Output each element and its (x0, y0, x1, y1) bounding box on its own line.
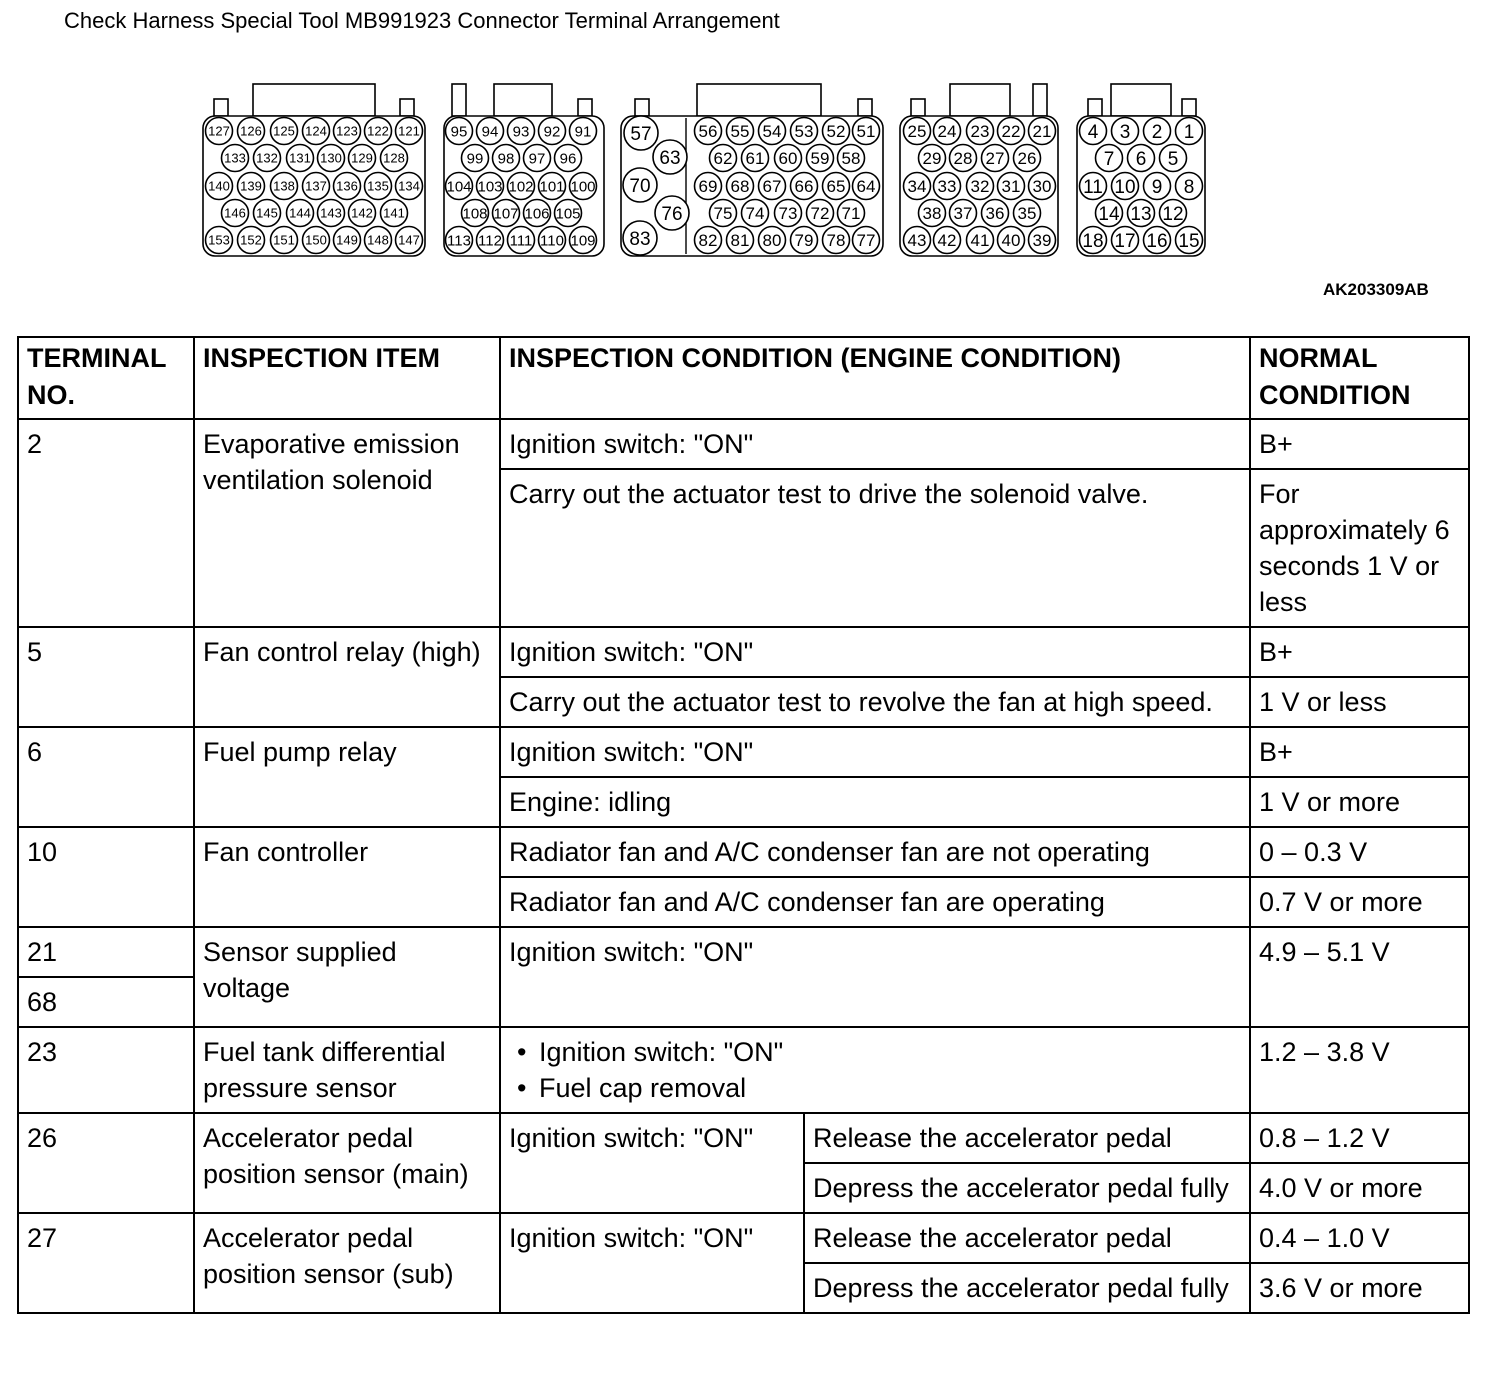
terminal-label: 40 (1001, 231, 1021, 251)
terminal-cell: 2 (18, 419, 194, 627)
connector-latch (1033, 84, 1047, 116)
condition-cell: Radiator fan and A/C condenser fan are not operating (500, 827, 1250, 877)
normal-cell: 1 V or more (1250, 777, 1469, 827)
connector-d (900, 84, 1058, 256)
connector-latch (1088, 99, 1102, 116)
terminal-label: 105 (555, 205, 581, 223)
subcondition-cell: Depress the accelerator pedal fully (804, 1163, 1250, 1213)
terminal-label: 8 (1183, 176, 1195, 198)
normal-cell: 4.9 – 5.1 V (1250, 927, 1469, 1027)
terminal-label: 98 (497, 150, 515, 168)
terminal-label: 66 (794, 177, 814, 197)
figure-code: AK203309AB (1323, 280, 1429, 299)
terminal-label: 12 (1162, 203, 1184, 225)
terminal-label: 54 (762, 122, 782, 142)
item-cell: Fan control relay (high) (194, 627, 500, 727)
terminal-label: 151 (273, 232, 295, 248)
terminal-label: 121 (398, 123, 420, 139)
terminal-label: 142 (351, 205, 373, 221)
connector-tab (950, 84, 1010, 116)
terminal-label: 21 (1032, 122, 1052, 142)
connector-latch (1182, 99, 1196, 116)
terminal-label: 102 (508, 178, 534, 196)
terminal-label: 109 (570, 232, 596, 250)
figure-caption: Check Harness Special Tool MB991923 Connector Terminal Arrangement (64, 8, 780, 33)
normal-cell: For approximately 6 seconds 1 V or less (1250, 469, 1469, 627)
item-cell: Evaporative emission ventilation solenoid (194, 419, 500, 627)
terminal-label: 96 (559, 150, 577, 168)
connector-latch (400, 99, 414, 116)
terminal-label: 122 (367, 123, 389, 139)
subcondition-cell: Depress the accelerator pedal fully (804, 1263, 1250, 1313)
terminal-label: 25 (907, 122, 927, 142)
terminal-label: 152 (240, 232, 262, 248)
terminal-label: 38 (922, 204, 942, 224)
terminal-label: 130 (320, 150, 342, 166)
terminal-label: 39 (1032, 231, 1052, 251)
connector-latch (214, 99, 228, 116)
table-row (18, 1113, 1469, 1163)
terminal-cell: 10 (18, 827, 194, 927)
terminal-label: 104 (446, 178, 472, 196)
terminal-label: 77 (856, 231, 876, 251)
terminal-label: 81 (730, 231, 750, 251)
header-item: INSPECTION ITEM (194, 337, 500, 419)
terminal-label: 93 (512, 123, 530, 141)
condition-cell: Ignition switch: "ON" (500, 727, 1250, 777)
terminal-label: 79 (794, 231, 814, 251)
terminal-label: 7 (1103, 148, 1115, 170)
terminal-label: 107 (493, 205, 519, 223)
terminal-label: 53 (794, 122, 814, 142)
terminal-label: 3 (1119, 121, 1131, 143)
terminal-label: 149 (336, 232, 358, 248)
terminal-label: 140 (208, 178, 230, 194)
terminal-label: 103 (477, 178, 503, 196)
item-cell: Fuel tank differential pressure sensor (194, 1027, 500, 1113)
terminal-label: 76 (661, 204, 683, 225)
terminal-label: 94 (481, 123, 499, 141)
terminal-label: 108 (462, 205, 488, 223)
terminal-label: 145 (256, 205, 278, 221)
terminal-label: 4 (1087, 121, 1099, 143)
condition-cell: Ignition switch: "ON" (500, 1213, 804, 1313)
terminal-label: 153 (208, 232, 230, 248)
connector-e (1077, 84, 1205, 256)
terminal-label: 29 (922, 149, 942, 169)
terminal-label: 43 (907, 231, 927, 251)
subcondition-cell: Release the accelerator pedal (804, 1113, 1250, 1163)
bullet-item: • Ignition switch: "ON" (509, 1034, 1241, 1070)
terminal-label: 71 (841, 204, 861, 224)
terminal-label: 146 (224, 205, 246, 221)
connector-latch (858, 99, 872, 116)
condition-cell: Carry out the actuator test to drive the solenoid valve. (500, 469, 1250, 627)
bullet-item: • Fuel cap removal (509, 1070, 1241, 1106)
terminal-cell: 26 (18, 1113, 194, 1213)
terminal-label: 1 (1183, 121, 1195, 143)
item-cell: Accelerator pedal position sensor (sub) (194, 1213, 500, 1313)
terminal-label: 27 (985, 149, 1005, 169)
terminal-label: 78 (826, 231, 846, 251)
terminal-label: 34 (907, 177, 927, 197)
terminal-label: 56 (698, 122, 718, 142)
terminal-label: 63 (659, 148, 681, 169)
terminal-cell: 68 (18, 977, 194, 1027)
terminal-label: 127 (208, 123, 230, 139)
connector-latch (635, 99, 649, 116)
normal-cell: B+ (1250, 419, 1469, 469)
table-row (18, 419, 1469, 469)
terminal-label: 80 (762, 231, 782, 251)
terminal-label: 73 (778, 204, 798, 224)
terminal-label: 64 (856, 177, 876, 197)
terminal-label: 143 (320, 205, 342, 221)
terminal-label: 59 (810, 149, 830, 169)
terminal-label: 33 (937, 177, 957, 197)
terminal-label: 134 (398, 178, 420, 194)
condition-cell: Carry out the actuator test to revolve the fan at high speed. (500, 677, 1250, 727)
condition-cell: Ignition switch: "ON" (500, 419, 1250, 469)
terminal-label: 35 (1017, 204, 1037, 224)
normal-cell: 0.4 – 1.0 V (1250, 1213, 1469, 1263)
terminal-label: 70 (629, 176, 651, 197)
terminal-label: 113 (447, 232, 471, 250)
terminal-label: 37 (953, 204, 973, 224)
normal-cell: 0 – 0.3 V (1250, 827, 1469, 877)
terminal-label: 24 (937, 122, 957, 142)
terminal-label: 144 (289, 205, 311, 221)
terminal-label: 11 (1083, 176, 1103, 198)
terminal-label: 83 (629, 229, 651, 250)
table-header-row (18, 337, 1469, 419)
terminal-label: 141 (383, 205, 405, 221)
terminal-label: 106 (524, 205, 550, 223)
connector-latch (911, 99, 925, 116)
terminal-label: 60 (778, 149, 798, 169)
terminal-label: 68 (730, 177, 750, 197)
terminal-label: 91 (574, 123, 592, 141)
normal-cell: 3.6 V or more (1250, 1263, 1469, 1313)
terminal-label: 124 (305, 123, 327, 139)
connector-tab (1111, 84, 1171, 116)
connector-c (621, 84, 883, 256)
terminal-label: 101 (539, 178, 565, 196)
terminal-label: 26 (1017, 149, 1037, 169)
condition-cell: Ignition switch: "ON" (500, 1113, 804, 1213)
terminal-label: 126 (240, 123, 262, 139)
normal-cell: 1.2 – 3.8 V (1250, 1027, 1469, 1113)
condition-cell: Radiator fan and A/C condenser fan are operating (500, 877, 1250, 927)
subcondition-cell: Release the accelerator pedal (804, 1213, 1250, 1263)
header-terminal: TERMINAL NO. (18, 337, 194, 419)
connector-tab (697, 84, 821, 116)
terminal-label: 30 (1032, 177, 1052, 197)
terminal-label: 150 (305, 232, 327, 248)
normal-cell: B+ (1250, 727, 1469, 777)
terminal-label: 32 (970, 177, 990, 197)
condition-bullet-list (509, 1034, 1241, 1106)
terminal-label: 82 (698, 231, 718, 251)
inspection-table (17, 336, 1470, 1314)
terminal-cell: 21 (18, 927, 194, 977)
terminal-label: 112 (478, 232, 502, 250)
item-cell: Sensor supplied voltage (194, 927, 500, 1027)
terminal-label: 131 (289, 150, 311, 166)
terminal-label: 14 (1098, 203, 1120, 225)
connector-b (444, 84, 604, 256)
terminal-label: 55 (730, 122, 750, 142)
terminal-label: 67 (762, 177, 782, 197)
terminal-label: 97 (528, 150, 546, 168)
terminal-label: 135 (367, 178, 389, 194)
terminal-label: 75 (713, 204, 733, 224)
terminal-label: 136 (336, 178, 358, 194)
terminal-label: 92 (543, 123, 561, 141)
condition-cell (500, 1027, 1250, 1113)
terminal-label: 72 (810, 204, 830, 224)
terminal-label: 62 (713, 149, 733, 169)
table-row (18, 727, 1469, 777)
terminal-label: 31 (1001, 177, 1021, 197)
connector-latch (452, 84, 466, 116)
terminal-label: 99 (466, 150, 484, 168)
terminal-label: 110 (540, 232, 564, 250)
terminal-label: 36 (985, 204, 1005, 224)
header-condition: INSPECTION CONDITION (ENGINE CONDITION) (500, 337, 1250, 419)
table-row (18, 627, 1469, 677)
terminal-label: 18 (1082, 230, 1104, 252)
terminal-label: 133 (224, 150, 246, 166)
connector-tab (494, 84, 552, 116)
normal-cell: B+ (1250, 627, 1469, 677)
terminal-label: 57 (630, 124, 652, 145)
terminal-label: 16 (1146, 230, 1168, 252)
terminal-label: 128 (383, 150, 405, 166)
terminal-label: 148 (367, 232, 389, 248)
terminal-label: 17 (1114, 230, 1136, 252)
condition-cell: Ignition switch: "ON" (500, 627, 1250, 677)
terminal-label: 23 (970, 122, 990, 142)
terminal-label: 15 (1178, 230, 1200, 252)
terminal-label: 132 (256, 150, 278, 166)
table-row (18, 1213, 1469, 1263)
terminal-label: 69 (698, 177, 718, 197)
connector-diagram (0, 0, 1504, 310)
terminal-label: 138 (273, 178, 295, 194)
normal-cell: 0.7 V or more (1250, 877, 1469, 927)
item-cell: Fuel pump relay (194, 727, 500, 827)
connector-tab (253, 84, 375, 116)
terminal-label: 58 (841, 149, 861, 169)
terminal-label: 22 (1001, 122, 1021, 142)
terminal-label: 6 (1135, 148, 1147, 170)
connector-figure (0, 0, 1504, 310)
normal-cell: 4.0 V or more (1250, 1163, 1469, 1213)
condition-cell: Ignition switch: "ON" (500, 927, 1250, 1027)
condition-cell: Engine: idling (500, 777, 1250, 827)
terminal-label: 147 (398, 232, 420, 248)
terminal-label: 10 (1114, 176, 1136, 198)
terminal-label: 139 (240, 178, 262, 194)
terminal-cell: 6 (18, 727, 194, 827)
terminal-label: 41 (970, 231, 990, 251)
normal-cell: 0.8 – 1.2 V (1250, 1113, 1469, 1163)
terminal-cell: 5 (18, 627, 194, 727)
terminal-label: 61 (745, 149, 765, 169)
terminal-label: 52 (826, 122, 846, 142)
terminal-label: 137 (305, 178, 327, 194)
terminal-label: 100 (570, 178, 596, 196)
connector-a (203, 84, 425, 256)
terminal-label: 9 (1151, 176, 1163, 198)
table-row (18, 1027, 1469, 1113)
terminal-label: 111 (509, 232, 533, 250)
normal-cell: 1 V or less (1250, 677, 1469, 727)
item-cell: Accelerator pedal position sensor (main) (194, 1113, 500, 1213)
terminal-cell: 23 (18, 1027, 194, 1113)
table-row (18, 927, 1469, 977)
terminal-label: 123 (336, 123, 358, 139)
terminal-label: 65 (826, 177, 846, 197)
terminal-label: 28 (953, 149, 973, 169)
terminal-label: 51 (856, 122, 876, 142)
header-normal: NORMAL CONDITION (1250, 337, 1469, 419)
terminal-label: 2 (1151, 121, 1163, 143)
item-cell: Fan controller (194, 827, 500, 927)
terminal-label: 13 (1130, 203, 1152, 225)
table-row (18, 827, 1469, 877)
connector-latch (578, 99, 592, 116)
terminal-label: 129 (351, 150, 373, 166)
terminal-label: 74 (745, 204, 765, 224)
terminal-label: 95 (450, 123, 468, 141)
terminal-cell: 27 (18, 1213, 194, 1313)
terminal-label: 5 (1167, 148, 1179, 170)
terminal-label: 42 (937, 231, 957, 251)
terminal-label: 125 (273, 123, 295, 139)
